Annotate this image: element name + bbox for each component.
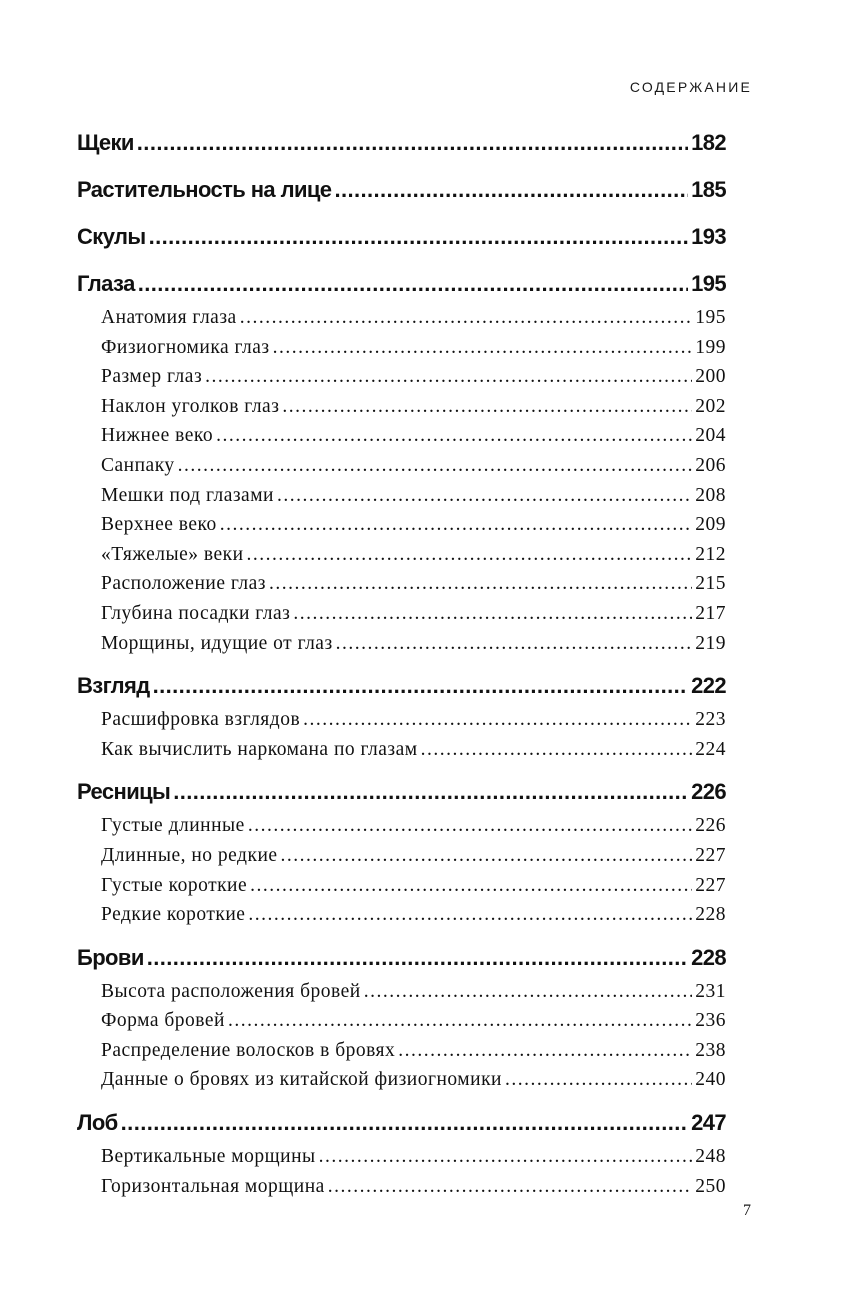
entry-page-number: 204 xyxy=(695,425,726,447)
toc-section xyxy=(77,939,726,1095)
entry-title: Наклон уголков глаз xyxy=(101,395,280,417)
entry-title: «Тяжелые» веки xyxy=(101,543,244,565)
toc-subsection-entry xyxy=(77,629,726,659)
entry-title: Форма бровей xyxy=(101,1010,225,1032)
entry-title: Брови xyxy=(77,944,144,970)
entry-page-number: 250 xyxy=(695,1175,726,1197)
dot-leader xyxy=(138,265,688,303)
entry-page-number: 195 xyxy=(691,271,726,296)
dot-leader xyxy=(220,510,692,540)
entry-title: Взгляд xyxy=(77,673,150,699)
toc-section-entry xyxy=(77,939,726,977)
entry-title: Расшифровка взглядов xyxy=(101,709,301,731)
entry-title: Как вычислить наркомана по глазам xyxy=(101,738,418,760)
toc-subsection-entry xyxy=(77,481,726,511)
toc-section xyxy=(77,124,726,162)
entry-title: Нижнее веко xyxy=(101,425,214,447)
dot-leader xyxy=(137,124,688,162)
entry-page-number: 238 xyxy=(695,1039,726,1061)
toc-subsection-entry xyxy=(77,451,726,481)
entry-page-number: 212 xyxy=(695,543,726,565)
toc-subsection-entry xyxy=(77,705,726,735)
dot-leader xyxy=(178,451,693,481)
entry-title: Ресницы xyxy=(77,779,171,805)
dot-leader xyxy=(269,569,692,599)
entry-title: Санпаку xyxy=(101,454,175,476)
dot-leader xyxy=(228,1006,692,1036)
entry-page-number: 185 xyxy=(691,177,726,202)
entry-title: Скулы xyxy=(77,224,146,249)
toc-subsection-entry xyxy=(77,977,726,1007)
entry-title: Редкие короткие xyxy=(101,904,246,926)
entry-title: Растительность на лице xyxy=(77,177,332,202)
dot-leader xyxy=(398,1036,692,1066)
entry-title: Длинные, но редкие xyxy=(101,844,278,866)
toc-subsection-entry xyxy=(77,841,726,871)
dot-leader xyxy=(121,1104,688,1142)
toc-section xyxy=(77,667,726,764)
dot-leader xyxy=(319,1142,693,1172)
dot-leader xyxy=(173,773,688,811)
toc-subsection-entry xyxy=(77,392,726,422)
toc-subsection-entry xyxy=(77,1142,726,1172)
dot-leader xyxy=(247,540,693,570)
entry-title: Глаза xyxy=(77,271,135,296)
toc-subsection-entry xyxy=(77,871,726,901)
toc-subsection-entry xyxy=(77,735,726,765)
dot-leader xyxy=(248,811,692,841)
entry-page-number: 227 xyxy=(695,874,726,896)
toc-section xyxy=(77,265,726,658)
entry-page-number: 219 xyxy=(695,632,726,654)
dot-leader xyxy=(277,481,692,511)
entry-page-number: 222 xyxy=(691,673,726,699)
entry-page-number: 240 xyxy=(695,1069,726,1091)
entry-page-number: 227 xyxy=(695,844,726,866)
toc-section xyxy=(77,773,726,929)
entry-title: Анатомия глаза xyxy=(101,307,237,328)
dot-leader xyxy=(149,218,688,256)
entry-page-number: 247 xyxy=(691,1110,726,1136)
toc-section-entry xyxy=(77,171,726,209)
entry-title: Вертикальные морщины xyxy=(101,1146,316,1168)
entry-title: Мешки под глазами xyxy=(101,484,274,506)
dot-leader xyxy=(293,599,692,629)
dot-leader xyxy=(250,871,692,901)
entry-title: Густые длинные xyxy=(101,815,245,837)
dot-leader xyxy=(328,1172,692,1202)
dot-leader xyxy=(281,841,693,871)
toc-subsection-entry xyxy=(77,510,726,540)
dot-leader xyxy=(147,939,688,977)
toc-subsection-entry xyxy=(77,569,726,599)
entry-title: Распределение волосков в бровях xyxy=(101,1039,396,1061)
entry-page-number: 228 xyxy=(695,904,726,926)
toc-section-entry xyxy=(77,667,726,705)
toc-subsection-entry xyxy=(77,1172,726,1202)
entry-title: Морщины, идущие от глаз xyxy=(101,632,333,654)
entry-page-number: 200 xyxy=(695,366,726,388)
dot-leader xyxy=(421,735,693,765)
dot-leader xyxy=(364,977,693,1007)
table-of-contents xyxy=(77,124,726,1210)
entry-page-number: 223 xyxy=(695,709,726,731)
entry-page-number: 236 xyxy=(695,1010,726,1032)
dot-leader xyxy=(273,333,693,363)
dot-leader xyxy=(336,629,693,659)
toc-subsection-entry xyxy=(77,540,726,570)
entry-title: Глубина посадки глаз xyxy=(101,602,291,624)
dot-leader xyxy=(334,171,688,209)
entry-title: Данные о бровях из китайской физиогномики xyxy=(101,1069,502,1091)
toc-section-entry xyxy=(77,1104,726,1142)
dot-leader xyxy=(205,362,692,392)
entry-page-number: 195 xyxy=(695,307,726,328)
dot-leader xyxy=(282,392,692,422)
entry-title: Густые короткие xyxy=(101,874,248,896)
toc-subsection-entry xyxy=(77,1065,726,1095)
entry-page-number: 208 xyxy=(695,484,726,506)
toc-subsection-entry xyxy=(77,599,726,629)
entry-page-number: 248 xyxy=(695,1146,726,1168)
entry-page-number: 206 xyxy=(695,454,726,476)
entry-title: Высота расположения бровей xyxy=(101,980,361,1002)
toc-subsection-entry xyxy=(77,1036,726,1066)
page-number: 7 xyxy=(743,1202,751,1219)
toc-section xyxy=(77,171,726,209)
entry-page-number: 202 xyxy=(695,395,726,417)
toc-subsection-entry xyxy=(77,811,726,841)
toc-subsection-entry xyxy=(77,333,726,363)
entry-page-number: 215 xyxy=(695,573,726,595)
dot-leader xyxy=(248,900,692,930)
entry-page-number: 224 xyxy=(695,738,726,760)
dot-leader xyxy=(153,667,688,705)
running-head: СОДЕРЖАНИЕ xyxy=(629,79,752,95)
toc-subsection-entry xyxy=(77,1006,726,1036)
entry-page-number: 226 xyxy=(691,779,726,805)
entry-page-number: 231 xyxy=(695,980,726,1002)
toc-subsection-entry xyxy=(77,900,726,930)
toc-section-entry xyxy=(77,218,726,256)
entry-title: Расположение глаз xyxy=(101,573,266,595)
dot-leader xyxy=(303,705,692,735)
entry-page-number: 182 xyxy=(691,130,726,155)
toc-section-entry xyxy=(77,124,726,162)
dot-leader xyxy=(240,303,693,333)
toc-subsection-entry xyxy=(77,303,726,333)
toc-section-entry xyxy=(77,773,726,811)
entry-page-number: 193 xyxy=(691,224,726,249)
entry-title: Горизонтальная морщина xyxy=(101,1175,325,1197)
entry-page-number: 199 xyxy=(695,336,726,358)
entry-title: Физиогномика глаз xyxy=(101,336,270,358)
entry-page-number: 217 xyxy=(695,602,726,624)
entry-title: Размер глаз xyxy=(101,366,203,388)
entry-title: Лоб xyxy=(77,1110,118,1136)
toc-subsection-entry xyxy=(77,421,726,451)
entry-page-number: 226 xyxy=(695,815,726,837)
toc-section xyxy=(77,218,726,256)
entry-page-number: 209 xyxy=(695,514,726,536)
toc-section xyxy=(77,1104,726,1201)
toc-section-entry xyxy=(77,265,726,303)
dot-leader xyxy=(216,421,692,451)
dot-leader xyxy=(505,1065,692,1095)
toc-subsection-entry xyxy=(77,362,726,392)
entry-title: Верхнее веко xyxy=(101,514,217,536)
entry-page-number: 228 xyxy=(691,944,726,970)
entry-title: Щеки xyxy=(77,130,134,155)
